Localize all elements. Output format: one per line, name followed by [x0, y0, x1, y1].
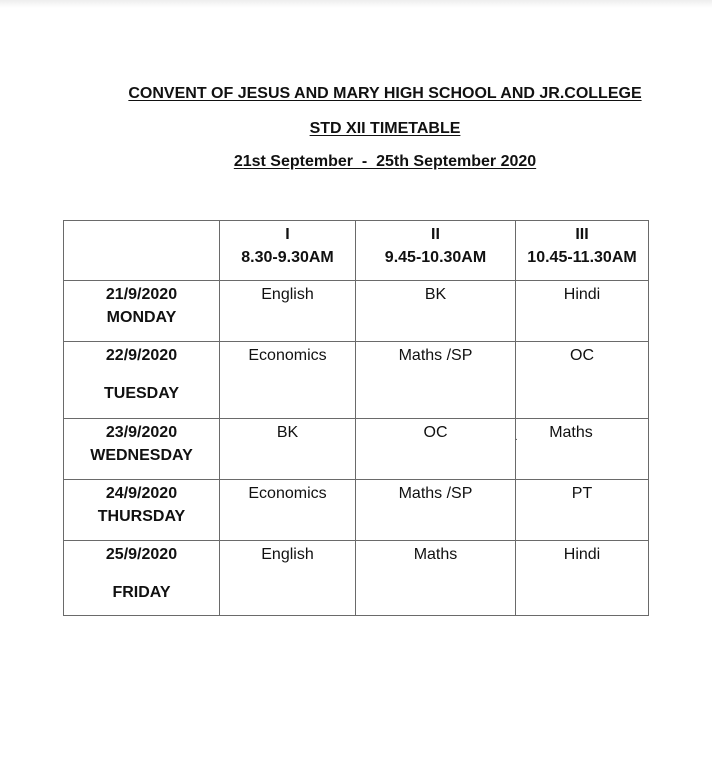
date-label: 21/9/2020 [105, 286, 178, 303]
day-cell [64, 419, 220, 480]
subject-cell [220, 419, 356, 480]
subject-cell [516, 419, 649, 480]
day-cell [64, 342, 220, 419]
subject-cell [220, 342, 356, 419]
subject-label: Economics [248, 347, 327, 364]
period-time: 9.45-10.30AM [384, 249, 487, 266]
timetable-table [63, 220, 649, 616]
date-label: 24/9/2020 [105, 485, 178, 502]
period-numeral: I [285, 226, 290, 243]
subject-label: English [261, 286, 314, 303]
subject-label: OC [423, 424, 448, 441]
subject-cell [220, 281, 356, 342]
table-row [64, 419, 649, 480]
subject-label: Hindi [563, 546, 601, 563]
period-numeral: III [575, 226, 589, 243]
timetable-title: STD XII TIMETABLE [309, 120, 461, 137]
stray-dot-mark: . [515, 432, 518, 443]
subject-cell [516, 342, 649, 419]
table-row [64, 541, 649, 616]
subject-cell [220, 541, 356, 616]
date-label: 22/9/2020 [105, 347, 178, 364]
day-label: WEDNESDAY [90, 447, 193, 464]
header-period-2 [356, 221, 516, 281]
table-row [64, 480, 649, 541]
subject-cell [356, 419, 516, 480]
subject-label: Maths /SP [398, 347, 473, 364]
subject-cell [220, 480, 356, 541]
table-header-row [64, 221, 649, 281]
subject-label: Maths [549, 424, 593, 441]
day-cell [64, 541, 220, 616]
subject-cell [356, 342, 516, 419]
subject-label: BK [424, 286, 447, 303]
date-label: 25/9/2020 [105, 546, 178, 563]
day-cell [64, 480, 220, 541]
header-period-1 [220, 221, 356, 281]
header-empty-cell [64, 221, 220, 281]
page-top-shadow [0, 0, 712, 8]
subject-label: OC [570, 347, 594, 364]
subject-label: Maths /SP [398, 485, 473, 502]
day-label: MONDAY [106, 309, 177, 326]
subject-cell [356, 541, 516, 616]
period-time: 8.30-9.30AM [241, 249, 334, 266]
period-numeral: II [431, 226, 440, 243]
date-label: 23/9/2020 [105, 424, 178, 441]
subject-cell [516, 281, 649, 342]
period-time: 10.45-11.30AM [527, 249, 637, 266]
subject-label: Maths [413, 546, 458, 563]
day-cell [64, 281, 220, 342]
subject-cell [516, 480, 649, 541]
subject-label: Economics [248, 485, 327, 502]
subject-label: PT [571, 485, 593, 502]
day-label: FRIDAY [112, 584, 171, 601]
day-label: TUESDAY [104, 385, 179, 402]
subject-cell [356, 281, 516, 342]
day-label: THURSDAY [97, 508, 186, 525]
subject-label: Hindi [563, 286, 601, 303]
subject-cell [516, 541, 649, 616]
school-name-heading: CONVENT OF JESUS AND MARY HIGH SCHOOL AND JR.COLLEGE [128, 85, 642, 102]
date-range-heading: 21st September - 25th September 2020 [233, 153, 537, 170]
subject-label: English [261, 546, 314, 563]
header-period-3 [516, 221, 649, 281]
subject-label: BK [276, 424, 299, 441]
table-row [64, 342, 649, 419]
table-row [64, 281, 649, 342]
subject-cell [356, 480, 516, 541]
